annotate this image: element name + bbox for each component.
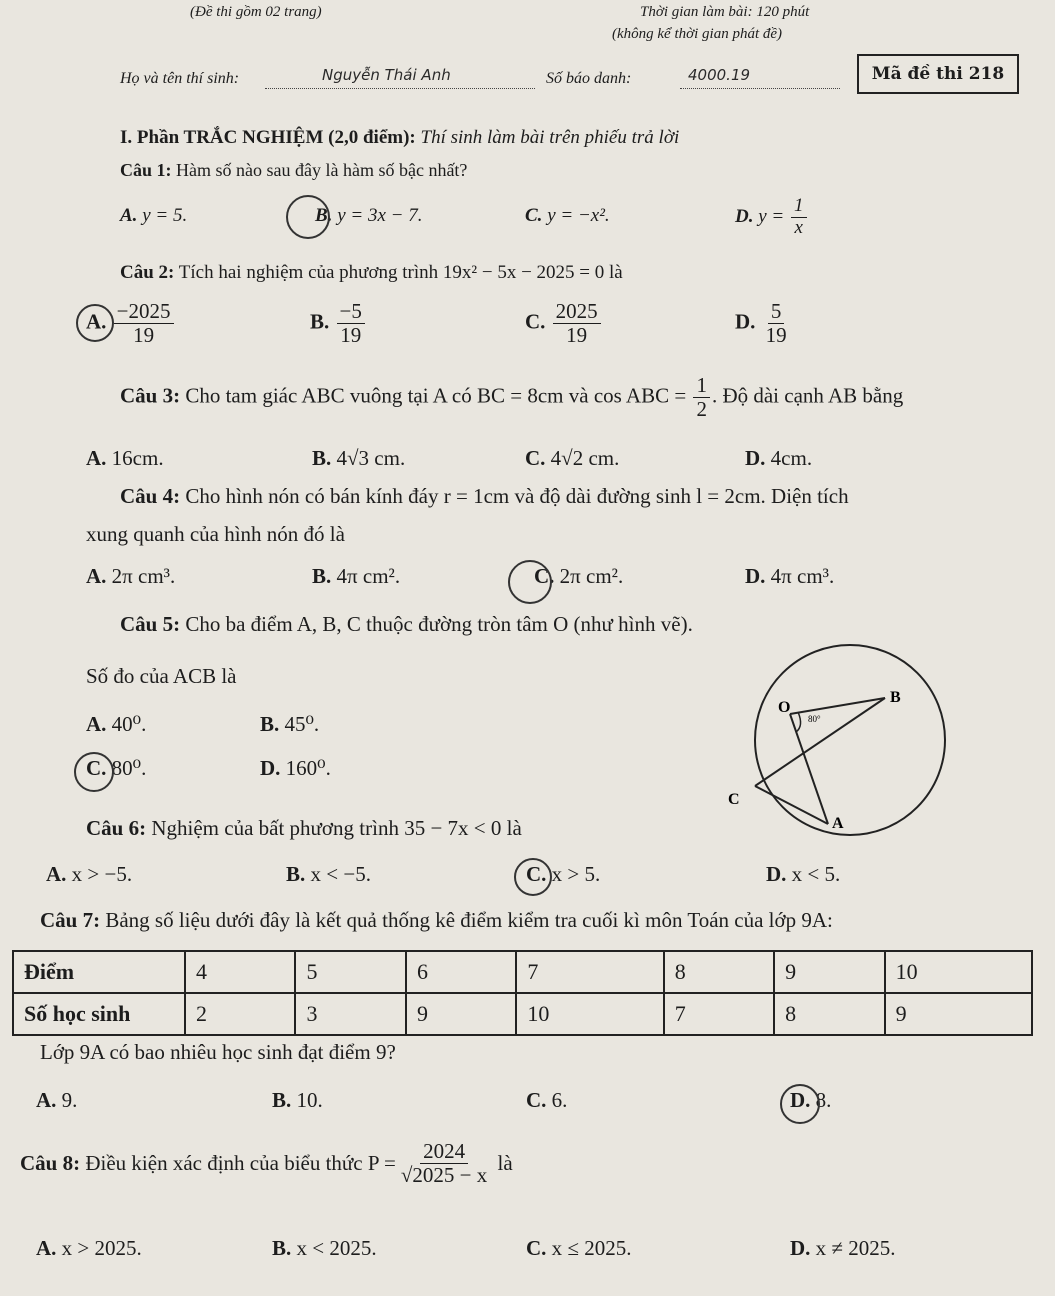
question-text-end: là [497,1151,513,1176]
option-value: 8. [815,1088,832,1112]
question-label: Câu 8: [20,1151,81,1176]
name-line [265,88,535,89]
question-7-line-2: Lớp 9A có bao nhiêu học sinh đạt điểm 9? [40,1040,396,1064]
option-value: 16cm. [111,446,164,470]
q3-option-b [312,446,405,471]
time-note: (không kể thời gian phát đề) [612,26,783,42]
numerator: 2025 [553,300,601,324]
table-cell: 3 [295,993,405,1035]
option-value: x < −5. [310,862,371,886]
option-key: B. [310,309,330,334]
numerator: 2024 [420,1140,468,1164]
question-label: Câu 4: [120,484,181,508]
numerator: −2025 [114,300,174,324]
option-value: y = 5. [142,205,188,226]
q2-option-b [310,300,367,347]
q8-option-d [790,1236,895,1261]
answer-mark-circle [76,304,114,342]
option-key: C. [526,1236,547,1260]
option-key: A. [46,862,67,886]
table-cell: 9 [774,951,884,993]
denominator: x [794,216,803,238]
option-key: A. [86,446,107,470]
option-value: x > 5. [551,862,601,886]
answer-mark-circle [74,752,114,792]
option-key: A. [36,1088,57,1112]
section-title [120,127,679,149]
table-cell: 9 [885,993,1032,1035]
q7-option-c [526,1088,567,1113]
option-value: x ≤ 2025. [551,1236,632,1260]
circle-figure [700,640,950,840]
numerator: 1 [693,374,710,398]
q7-option-b [272,1088,323,1113]
table-cell: Số học sinh [13,993,185,1035]
label-o: O [778,699,791,716]
table-cell: 6 [406,951,516,993]
section-title-text: I. Phần TRẮC NGHIỆM (2,0 điểm): [120,127,416,148]
numerator: 1 [791,196,807,218]
score-table [12,950,1033,1036]
option-key: B. [312,446,332,470]
option-value: 2π cm³. [111,564,176,588]
table-cell: 4 [185,951,295,993]
q4-option-b [312,564,400,589]
denominator: √2025 − x [400,1163,488,1188]
fraction [114,300,174,347]
question-text: Cho hình nón có bán kính đáy r = 1cm và độ dài đường sinh l = 2cm. Diện tích [185,484,849,508]
denominator: 19 [566,323,588,348]
q6-option-a [46,862,132,887]
q8-option-c [526,1236,631,1261]
numerator: −5 [337,300,365,324]
q8-option-b [272,1236,377,1261]
segment-cb [755,698,885,786]
q7-option-a [36,1088,77,1113]
question-1 [120,160,467,181]
option-key: A. [86,712,107,736]
option-key: B. [286,862,306,886]
question-8 [20,1140,513,1187]
denominator: 19 [765,323,787,348]
sbd-label: Số báo danh: [546,70,632,87]
q1-option-c [525,205,610,227]
table-cell: 5 [295,951,405,993]
option-key: C. [525,309,546,334]
circle-outline [755,645,945,835]
q6-option-d [766,862,840,887]
table-cell: Điểm [13,951,185,993]
question-label: Câu 5: [120,612,181,636]
option-value: 6. [551,1088,568,1112]
option-value: 9. [61,1088,78,1112]
q2-option-d [735,300,792,347]
question-text: Tích hai nghiệm của phương trình 19x² − 5x − 2025 = 0 là [178,262,623,283]
question-6 [86,816,522,841]
option-key: C. [86,756,107,780]
table-cell: 7 [516,951,663,993]
numerator: 5 [768,300,785,324]
option-key: A. [86,564,107,588]
section-note: Thí sinh làm bài trên phiếu trả lời [420,127,680,148]
option-value: 4cm. [770,446,813,470]
option-value: 4π cm². [336,564,401,588]
sbd-line [680,88,840,89]
option-key: B. [272,1236,292,1260]
question-text: Cho ba điểm A, B, C thuộc đường tròn tâm O (như hình vẽ). [185,612,693,636]
q4-option-a [86,564,175,589]
option-value: y = −x². [547,205,610,226]
label-angle: 80° [808,714,821,724]
q1-option-d [735,196,809,239]
question-label: Câu 6: [86,816,147,840]
denominator: 19 [133,323,155,348]
label-a: A [832,815,844,832]
option-value: 4√2 cm. [550,446,620,470]
option-value: y = [758,205,789,227]
denominator: 2 [696,397,707,422]
option-value: 4√3 cm. [336,446,406,470]
option-value: x < 5. [791,862,841,886]
option-key: D. [735,205,754,227]
fraction [337,300,365,347]
table-cell: 2 [185,993,295,1035]
question-2 [120,262,623,284]
option-key: B. [312,564,332,588]
fraction [398,1140,490,1187]
option-value: x > −5. [71,862,133,886]
option-key: C. [525,446,546,470]
time-line: Thời gian làm bài: 120 phút [640,4,810,20]
option-key: C. [534,564,555,588]
option-key: C. [526,1088,547,1112]
answer-mark-circle [514,858,552,896]
answer-mark-circle [286,195,333,239]
q1-option-a [120,205,187,227]
question-5 [120,612,693,637]
question-7 [40,908,833,933]
fraction [791,196,807,239]
question-4 [120,484,849,509]
q2-option-c [525,300,603,347]
option-key: D. [745,564,766,588]
question-text: Điều kiện xác định của biểu thức P = [85,1151,396,1176]
option-key: C. [525,205,543,226]
fraction [553,300,601,347]
table-cell: 10 [516,993,663,1035]
fraction [693,374,710,421]
option-key: D. [735,309,756,334]
q6-option-b [286,862,371,887]
option-value: 40⁰. [111,712,147,736]
q3-option-a [86,446,164,471]
option-key: D. [766,862,787,886]
segment-ob [790,698,885,714]
option-key: B. [260,712,280,736]
table-cell: 8 [664,951,774,993]
question-text: Nghiệm của bất phương trình 35 − 7x < 0 là [151,816,522,840]
option-value: x > 2025. [61,1236,142,1260]
label-c: C [728,791,740,808]
q3-option-c [525,446,619,471]
q8-option-a [36,1236,142,1261]
option-value: 45⁰. [284,712,320,736]
option-key: A. [86,309,107,334]
option-key: D. [745,446,766,470]
question-label: Câu 3: [120,383,181,408]
option-key: A. [120,205,138,226]
question-text-end: . Độ dài cạnh AB bằng [711,383,904,408]
option-value: 160⁰. [285,756,331,780]
denominator: 19 [340,323,362,348]
q5-option-a [86,712,146,737]
question-label: Câu 1: [120,160,172,180]
table-cell: 10 [885,951,1032,993]
option-value: x ≠ 2025. [815,1236,896,1260]
q5-option-d [260,756,331,781]
radicand: 2025 − x [412,1163,488,1188]
fraction [763,300,790,347]
label-b: B [890,689,901,706]
option-value: 4π cm³. [770,564,835,588]
name-value: Nguyễn Thái Anh [322,66,451,84]
answer-mark-circle [780,1084,820,1124]
option-key: D. [790,1088,811,1112]
q3-option-d [745,446,812,471]
option-key: D. [260,756,281,780]
question-text: Hàm số nào sau đây là hàm số bậc nhất? [176,160,468,180]
question-3 [120,374,903,421]
option-key: C. [526,862,547,886]
question-text: Bảng số liệu dưới đây là kết quả thống kê điểm kiểm tra cuối kì môn Toán của lớp 9A: [105,908,833,932]
question-4-line-2: xung quanh của hình nón đó là [86,522,345,546]
angle-arc-o [796,712,801,732]
q4-option-d [745,564,834,589]
option-value: y = 3x − 7. [337,205,423,226]
option-key: B. [315,205,333,226]
table-row [13,951,1032,993]
table-cell: 7 [664,993,774,1035]
question-5-line-2: Số đo của ACB là [86,664,237,688]
name-label: Họ và tên thí sinh: [120,70,240,87]
option-key: B. [272,1088,292,1112]
table-cell: 9 [406,993,516,1035]
table-cell: 8 [774,993,884,1035]
sbd-value: 4000.19 [688,66,751,84]
q5-option-b [260,712,319,737]
option-key: A. [36,1236,57,1260]
question-text: Cho tam giác ABC vuông tại A có BC = 8cm và cos ABC = [185,383,692,408]
question-label: Câu 7: [40,908,101,932]
question-label: Câu 2: [120,262,175,283]
option-value: 80⁰. [111,756,147,780]
option-key: D. [790,1236,811,1260]
option-value: 2π cm². [559,564,624,588]
answer-mark-circle [508,560,555,604]
q1-option-b [315,205,422,227]
exam-code: Mã đề thi 218 [857,54,1019,94]
option-value: x < 2025. [296,1236,377,1260]
pages-note: (Đề thi gồm 02 trang) [190,4,322,20]
option-value: 10. [296,1088,323,1112]
table-row [13,993,1032,1035]
